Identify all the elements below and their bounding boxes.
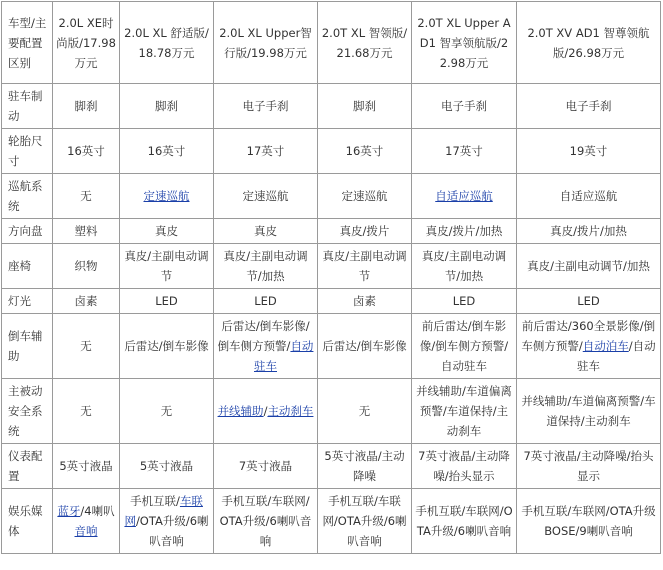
spec-text: 手机互联/车联网/OTA升级/6喇叭音响 [415,504,513,538]
spec-cell [120,84,214,129]
row-label-cell: 主被动安全系统 [2,379,53,444]
spec-link[interactable]: 自动驻车 [254,339,314,373]
row-label-cell: 巡航系统 [2,174,53,219]
spec-text: 后雷达/倒车影像 [124,339,209,353]
spec-cell [318,219,412,244]
spec-cell [120,129,214,174]
spec-cell [412,314,517,379]
spec-cell [517,379,661,444]
spec-text: 5英寸液晶 [139,459,194,473]
spec-text: 后雷达/倒车影像/倒车侧方预警/ [217,319,310,353]
spec-cell [53,84,120,129]
spec-text: 电子手刹 [565,99,612,113]
spec-cell [120,244,214,289]
spec-cell [120,174,214,219]
spec-row [2,489,661,554]
spec-cell [120,219,214,244]
spec-text: 真皮/主副电动调节/加热 [527,259,650,273]
spec-link[interactable]: 自动泊车 [582,339,629,353]
spec-text: 无 [160,404,173,418]
row-label-cell: 倒车辅助 [2,314,53,379]
spec-cell [318,129,412,174]
spec-cell [214,289,318,314]
spec-text: 织物 [74,259,98,273]
spec-text: 7英寸液晶/主动降噪/抬头显示 [418,449,510,483]
spec-cell [53,244,120,289]
spec-link[interactable]: 自适应巡航 [435,189,493,203]
spec-text: 17英寸 [445,144,483,158]
spec-row [2,84,661,129]
spec-cell [120,489,214,554]
model-header-cell: 2.0L XL Upper智行版/19.98万元 [214,2,318,84]
model-header-cell: 2.0T XV AD1 智尊领航版/26.98万元 [517,2,661,84]
spec-text: 16英寸 [147,144,186,158]
spec-cell [517,219,661,244]
spec-cell [517,244,661,289]
spec-text: 电子手刹 [441,99,487,113]
spec-text: 真皮 [155,224,178,238]
spec-text: 7英寸液晶/主动降噪/抬头显示 [523,449,654,483]
spec-cell [214,379,318,444]
spec-row [2,244,661,289]
spec-cell [412,219,517,244]
spec-text: 塑料 [74,224,98,238]
table-body [2,2,661,554]
spec-cell [214,129,318,174]
spec-cell [53,129,120,174]
spec-cell [53,444,120,489]
model-header-cell: 2.0T XL 智领版/21.68万元 [318,2,412,84]
spec-cell [412,379,517,444]
spec-cell [53,289,120,314]
spec-text: 17英寸 [246,144,285,158]
spec-text: 真皮/拨片 [339,224,390,238]
spec-cell [318,444,412,489]
spec-text: 手机互联/车联网/OTA升级/6喇叭音响 [322,494,407,548]
header-row [2,2,661,84]
spec-link[interactable]: 定速巡航 [143,189,190,203]
row-label-cell: 娱乐媒体 [2,489,53,554]
spec-link[interactable]: 并线辅助 [217,404,264,418]
spec-text: / [263,404,268,418]
spec-text: 真皮/主副电动调节 [124,249,209,283]
spec-cell [53,489,120,554]
spec-text: 前后雷达/360全景影像/倒车侧方预警/ [521,319,656,353]
spec-text: 手机互联/车联网/OTA升级BOSE/9喇叭音响 [521,504,656,538]
spec-text: 卤素 [74,294,98,308]
row-label-cell: 方向盘 [2,219,53,244]
spec-text: 16英寸 [67,144,105,158]
spec-text: /OTA升级/6喇叭音响 [135,514,209,548]
spec-text: 5英寸液晶/主动降噪 [324,449,405,483]
spec-cell [318,314,412,379]
spec-text: 手机互联/ [130,494,180,508]
spec-text: 无 [80,189,92,203]
spec-cell [517,84,661,129]
spec-text: 并线辅助/车道偏离预警/车道保持/主动刹车 [521,394,656,428]
spec-text: 真皮/拨片/加热 [550,224,627,238]
spec-cell [517,174,661,219]
spec-text: 手机互联/车联网/OTA升级/6喇叭音响 [219,494,312,548]
spec-text: LED [452,294,476,308]
spec-link[interactable]: 音响 [74,524,98,538]
spec-text: 后雷达/倒车影像 [322,339,407,353]
spec-cell [214,444,318,489]
spec-text: 16英寸 [345,144,384,158]
model-header-cell: 2.0T XL Upper AD1 智享领航版/22.98万元 [412,2,517,84]
spec-text: 7英寸液晶 [238,459,293,473]
spec-text: LED [254,294,277,308]
spec-text: 脚刹 [74,99,98,113]
spec-text: 无 [80,404,92,418]
spec-text: 卤素 [353,294,376,308]
spec-text: 真皮/主副电动调节/加热 [421,249,507,283]
spec-cell [214,174,318,219]
spec-cell [120,289,214,314]
spec-cell [214,219,318,244]
spec-cell [412,129,517,174]
spec-row [2,174,661,219]
spec-text: 19英寸 [569,144,608,158]
spec-link[interactable]: 主动刹车 [267,404,314,418]
spec-row [2,219,661,244]
spec-row [2,289,661,314]
spec-text: /4喇叭 [80,504,115,518]
spec-row [2,444,661,489]
spec-cell [318,244,412,289]
row-label-cell: 灯光 [2,289,53,314]
spec-cell [318,489,412,554]
spec-text: /自动驻车 [577,339,656,373]
spec-cell [214,489,318,554]
spec-cell [412,489,517,554]
spec-cell [412,84,517,129]
spec-cell [318,379,412,444]
config-comparison-table [1,1,661,554]
spec-cell [53,219,120,244]
spec-text: 真皮/主副电动调节/加热 [223,249,308,283]
spec-cell [53,314,120,379]
spec-cell [412,174,517,219]
model-header-cell: 2.0L XE时尚版/17.98万元 [53,2,120,84]
row-label-cell: 仪表配置 [2,444,53,489]
spec-cell [517,314,661,379]
row-label-cell: 驻车制动 [2,84,53,129]
spec-text: 脚刹 [155,99,178,113]
model-header-cell: 2.0L XL 舒适版/18.78万元 [120,2,214,84]
spec-text: 真皮/主副电动调节 [322,249,407,283]
spec-cell [318,174,412,219]
spec-cell [120,379,214,444]
spec-text: 前后雷达/倒车影像/倒车侧方预警/自动驻车 [419,319,509,373]
spec-cell [53,379,120,444]
spec-row [2,129,661,174]
spec-text: LED [155,294,178,308]
spec-cell [517,489,661,554]
spec-cell [214,84,318,129]
spec-cell [53,174,120,219]
spec-cell [120,444,214,489]
spec-link[interactable]: 蓝牙 [57,504,81,518]
spec-cell [412,244,517,289]
spec-cell [517,289,661,314]
spec-row [2,314,661,379]
spec-link[interactable]: 车联网 [124,494,203,528]
spec-text: 无 [358,404,371,418]
spec-row [2,379,661,444]
spec-text: LED [577,294,600,308]
spec-cell [214,314,318,379]
spec-cell [517,129,661,174]
spec-cell [412,289,517,314]
spec-text: 自适应巡航 [559,189,618,203]
row-label-cell: 座椅 [2,244,53,289]
spec-text: 真皮 [254,224,277,238]
spec-text: 定速巡航 [341,189,388,203]
row-label-cell: 轮胎尺寸 [2,129,53,174]
spec-text: 并线辅助/车道偏离预警/车道保持/主动刹车 [416,384,512,438]
spec-cell [517,444,661,489]
spec-text: 无 [80,339,92,353]
spec-text: 脚刹 [353,99,376,113]
spec-text: 5英寸液晶 [59,459,113,473]
corner-header-cell: 车型/主要配置区别 [2,2,53,84]
spec-cell [318,289,412,314]
spec-cell [214,244,318,289]
spec-cell [120,314,214,379]
spec-text: 电子手刹 [242,99,289,113]
spec-text: 定速巡航 [242,189,289,203]
spec-cell [318,84,412,129]
spec-text: 真皮/拨片/加热 [425,224,503,238]
spec-cell [412,444,517,489]
